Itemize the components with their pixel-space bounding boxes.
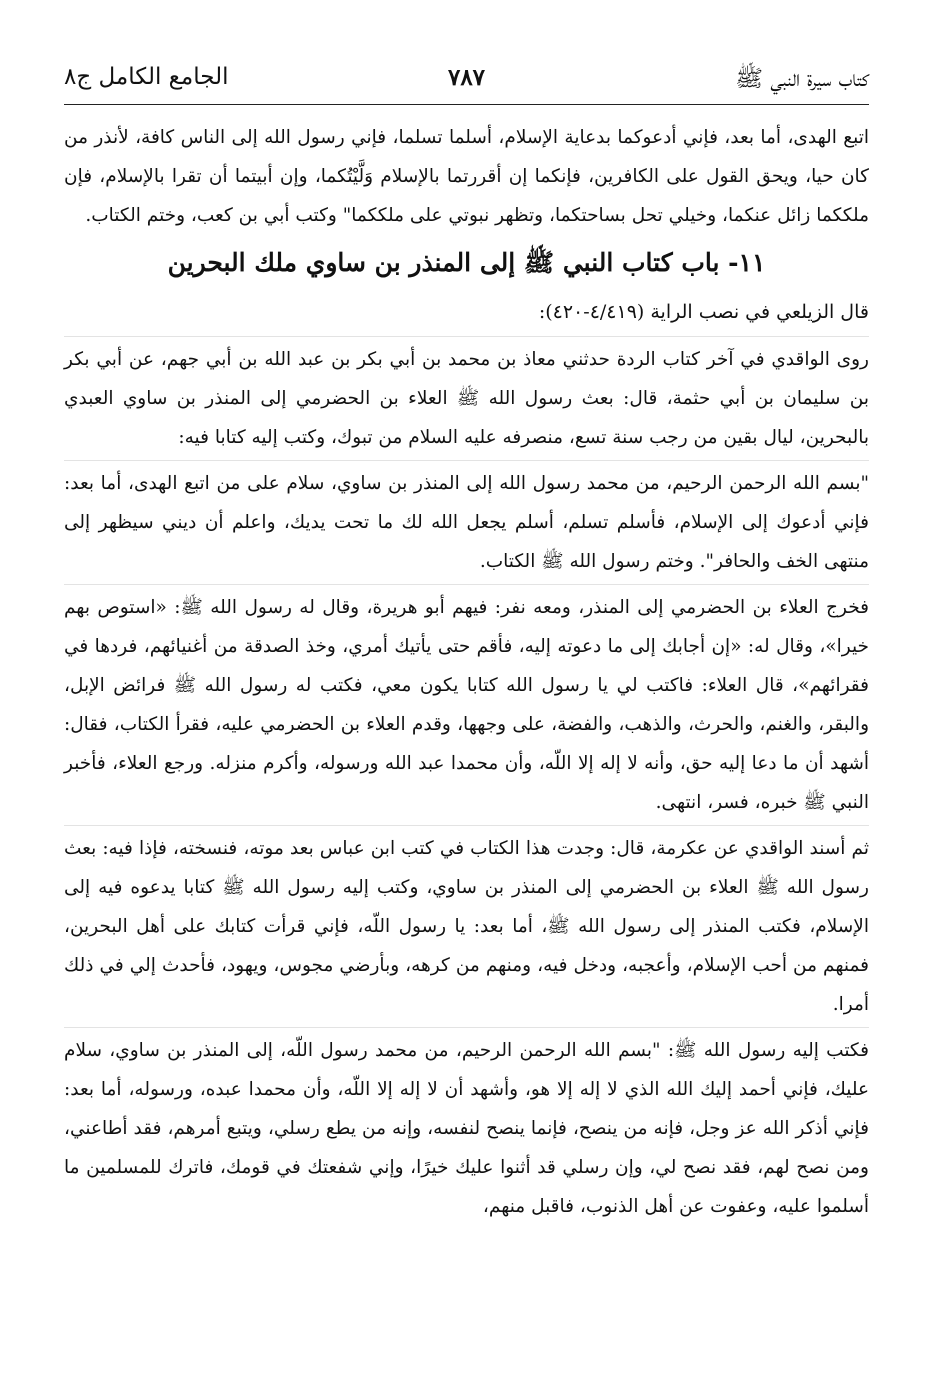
paragraph-ikrimah-narration: ثم أسند الواقدي عن عكرمة، قال: وجدت هذا الكتاب في كتب ابن عباس بعد موته، فنسخته، فإذا فيه: بعث رسول الله ﷺ العلاء بن الحضرمي إلى المنذر بن ساوي، وكتب إليه رسول الله ﷺ كتابا يدعوه فيه إلى الإسلام، فكتب المنذر إلى رسول الله ﷺ، أما بعد: يا رسول اللّه، فإني قرأت كتابك على أهل البحرين، فمنهم من أحب الإسلام، وأعجبه، ودخل فيه، ومنهم من كرهه، وبأرضي مجوس، ويهود، فأحدث إلي في ذلك أمرا. [64,838,869,1015]
section-heading: ١١- باب كتاب النبي ﷺ إلى المنذر بن ساوي ملك البحرين [167,248,766,277]
book-title: كتاب سيرة النبي ﷺ [735,66,869,92]
divider [64,825,869,826]
source-citation: قال الزيلعي في نصب الراية (٤/٤١٩-٤٢٠): [538,301,869,323]
page-header [64,60,869,105]
page-body [64,118,869,1226]
paragraph-reply-letter: فكتب إليه رسول الله ﷺ: "بسم الله الرحمن الرحيم، من محمد رسول اللّه، إلى المنذر بن ساوي، سلام عليك، فإني أحمد إليك الله الذي لا إله إلا هو، وأشهد أن لا إله إلا اللّه، وأن محمدا عبده، ورسوله، أما بعد: فإني أذكر الله عز وجل، فإنه من ينصح، فإنما ينصح لنفسه، وإنه من يطع رسلي، ويتبع أمرهم، فقد أطاعني، ومن نصح لهم، فقد نصح لي، وإن رسلي قد أثنوا عليك خيرًا، وإني شفعتك في قومك، فاترك للمسلمين ما أسلموا عليه، وعفوت عن أهل الذنوب، فاقبل منهم، [64,1040,869,1217]
paragraph-ala-departure: فخرج العلاء بن الحضرمي إلى المنذر، ومعه نفر: فيهم أبو هريرة، وقال له رسول الله ﷺ: «استوص بهم خيرا»، وقال له: «إن أجابك إلى ما دعوته إليه، فأقم حتى يأتيك أمري، وخذ الصدقة من أغنيائهم، فردها في فقرائهم»، قال العلاء: فاكتب لي يا رسول الله كتابا يكون معي، فكتب له رسول الله ﷺ فرائض الإبل، والبقر، والغنم، والحرث، والذهب، والفضة، على وجهها، وقدم العلاء بن الحضرمي عليه، فقرأ الكتاب، فقال: أشهد أن ما دعا إليه حق، وأنه لا إله إلا اللّه، وأن محمدا عبد الله ورسوله، وأكرم منزله. ورجع العلاء، فأخبر النبي ﷺ خبره، فسر، انتهى. [64,597,869,813]
divider [64,460,869,461]
volume-title: الجامع الكامل ج٨ [64,64,229,90]
paragraph-letter-ending: اتبع الهدى، أما بعد، فإني أدعوكما بدعاية الإسلام، أسلما تسلما، فإني رسول الله إلى الناس كافة، لأنذر من كان حيا، ويحق القول على الكافرين، فإنكما إن أقررتما بالإسلام وَلَّيْتُكما، وإن أبيتما أن تقرا بالإسلام، فإن ملككما زائل عنكما، وخيلي تحل بساحتكما، وتظهر نبوتي على ملككما" وكتب أبي بن كعب، وختم الكتاب. [64,127,869,226]
paragraph-narration: روى الواقدي في آخر كتاب الردة حدثني معاذ بن محمد بن أبي بكر بن عبد الله بن أبي جهم، عن أبي بكر بن سليمان بن أبي حثمة، قال: بعث رسول الله ﷺ العلاء بن الحضرمي إلى المنذر بن ساوي العبدي بالبحرين، ليال بقين من رجب سنة تسع، منصرفه عليه السلام من تبوك، وكتب إليه كتابا فيه: [64,349,869,448]
divider [64,336,869,337]
page-number: ٧٨٧ [447,64,486,91]
divider [64,1027,869,1028]
paragraph-letter-text: "بسم الله الرحمن الرحيم، من محمد رسول الله إلى المنذر بن ساوي، سلام على من اتبع الهدى، أما بعد: فإني أدعوك إلى الإسلام، فأسلم تسلم، أسلم يجعل الله لك ما تحت يديك، واعلم أن ديني سيظهر إلى منتهى الخف والحافر". وختم رسول الله ﷺ الكتاب. [64,473,869,572]
divider [64,584,869,585]
